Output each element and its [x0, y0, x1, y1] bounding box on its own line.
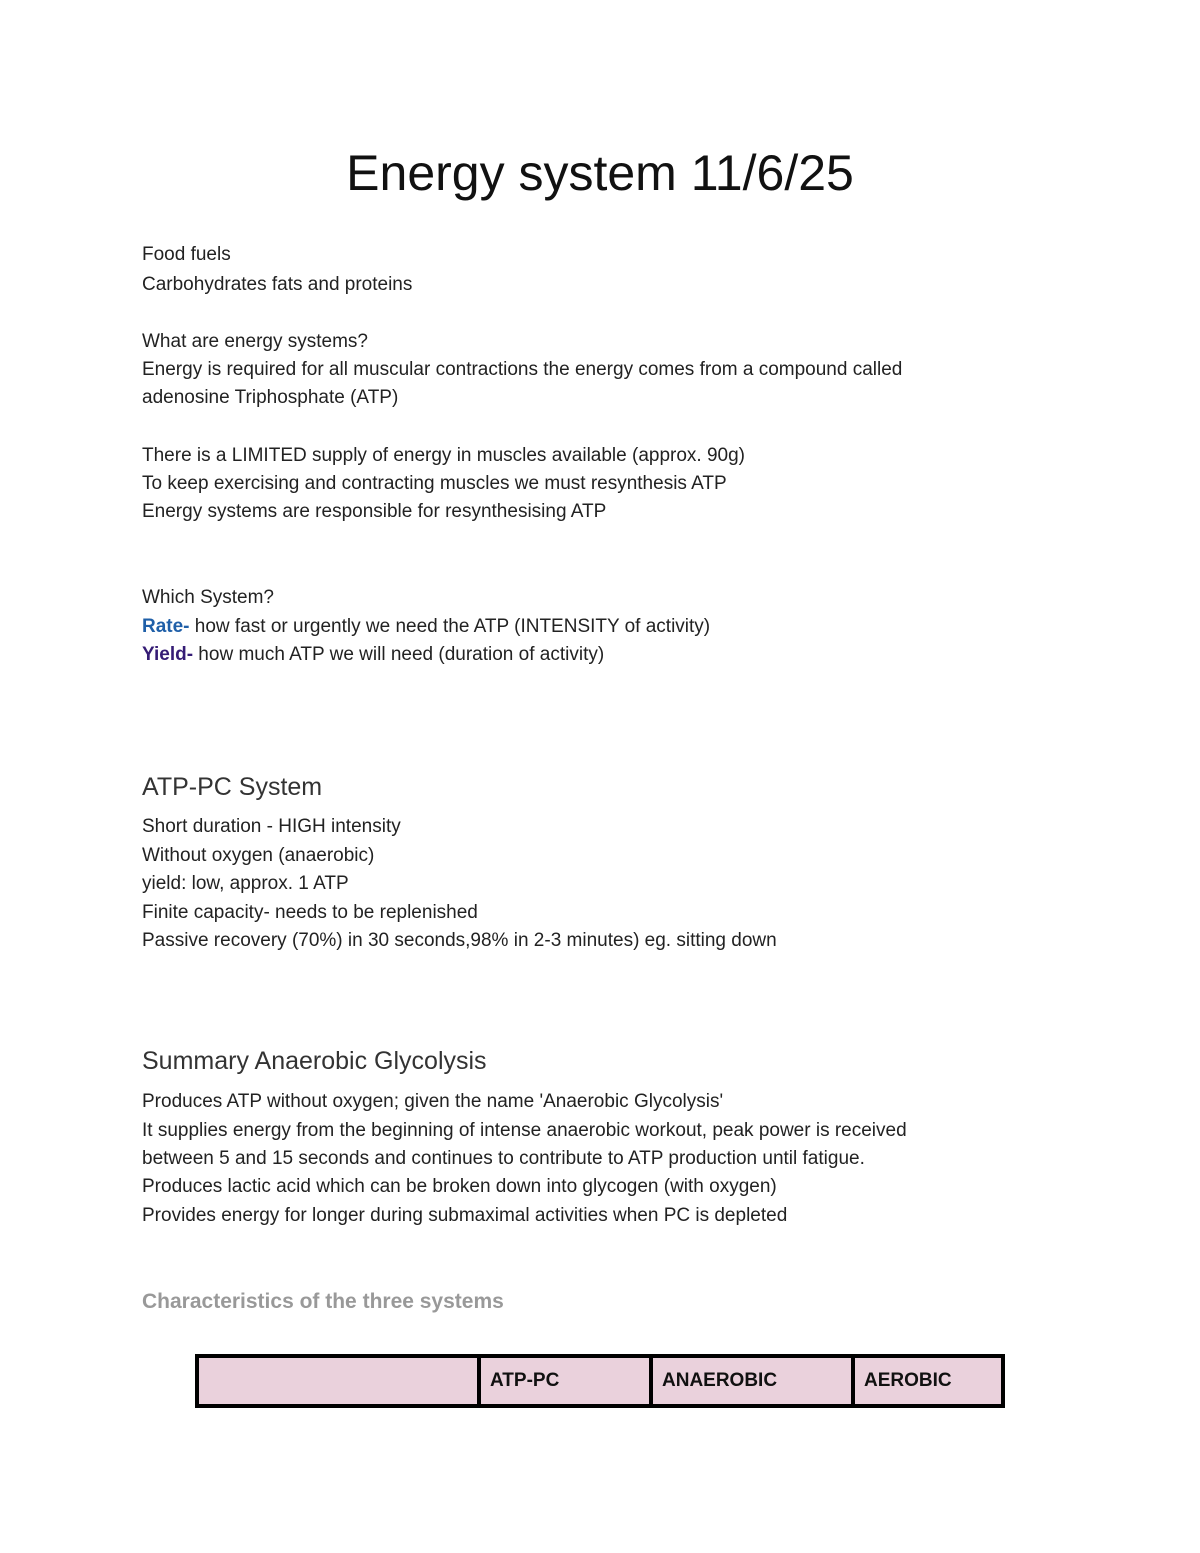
- text-line: Passive recovery (70%) in 30 seconds,98% in 2-3 minutes) eg. sitting down: [142, 930, 777, 951]
- yield-text: how much ATP we will need (duration of activity): [193, 644, 605, 665]
- text-line: Energy is required for all muscular contractions the energy comes from a compound called: [142, 359, 903, 380]
- text-line: It supplies energy from the beginning of intense anaerobic workout, peak power is received: [142, 1120, 907, 1141]
- text-line: To keep exercising and contracting muscles we must resynthesis ATP: [142, 473, 727, 494]
- page-title: Energy system 11/6/25: [346, 145, 854, 201]
- text-line: between 5 and 15 seconds and continues to contribute to ATP production until fatigue.: [142, 1148, 865, 1169]
- text-line: Food fuels: [142, 244, 231, 265]
- text-line: Produces ATP without oxygen; given the name 'Anaerobic Glycolysis': [142, 1091, 724, 1112]
- yield-line: [142, 643, 604, 667]
- rate-label: Rate-: [142, 616, 190, 637]
- text-line: Finite capacity- needs to be replenished: [142, 902, 478, 923]
- text-line: Produces lactic acid which can be broken down into glycogen (with oxygen): [142, 1176, 777, 1197]
- table-header-cell: AEROBIC: [851, 1358, 1001, 1404]
- text-line: What are energy systems?: [142, 331, 368, 352]
- characteristics-heading: Characteristics of the three systems: [142, 1290, 504, 1313]
- section-heading-anaerobic-glycolysis: Summary Anaerobic Glycolysis: [142, 1047, 487, 1075]
- section-heading-atp-pc: ATP-PC System: [142, 773, 323, 801]
- table-header-cell: [199, 1358, 477, 1404]
- table-header-cell: ANAEROBIC: [649, 1358, 851, 1404]
- characteristics-table-header-row: [195, 1354, 1005, 1408]
- text-line: There is a LIMITED supply of energy in muscles available (approx. 90g): [142, 445, 745, 466]
- text-line: yield: low, approx. 1 ATP: [142, 873, 349, 894]
- text-line: Carbohydrates fats and proteins: [142, 274, 413, 295]
- text-line: Energy systems are responsible for resynthesising ATP: [142, 501, 607, 522]
- rate-line: [142, 615, 710, 639]
- table-header-cell: ATP-PC: [477, 1358, 649, 1404]
- text-line: Short duration - HIGH intensity: [142, 816, 401, 837]
- yield-label: Yield-: [142, 644, 194, 665]
- text-line: Which System?: [142, 587, 274, 608]
- text-line: Provides energy for longer during submaximal activities when PC is depleted: [142, 1205, 788, 1226]
- rate-text: how fast or urgently we need the ATP (INTENSITY of activity): [189, 616, 711, 637]
- text-line: adenosine Triphosphate (ATP): [142, 387, 399, 408]
- text-line: Without oxygen (anaerobic): [142, 845, 375, 866]
